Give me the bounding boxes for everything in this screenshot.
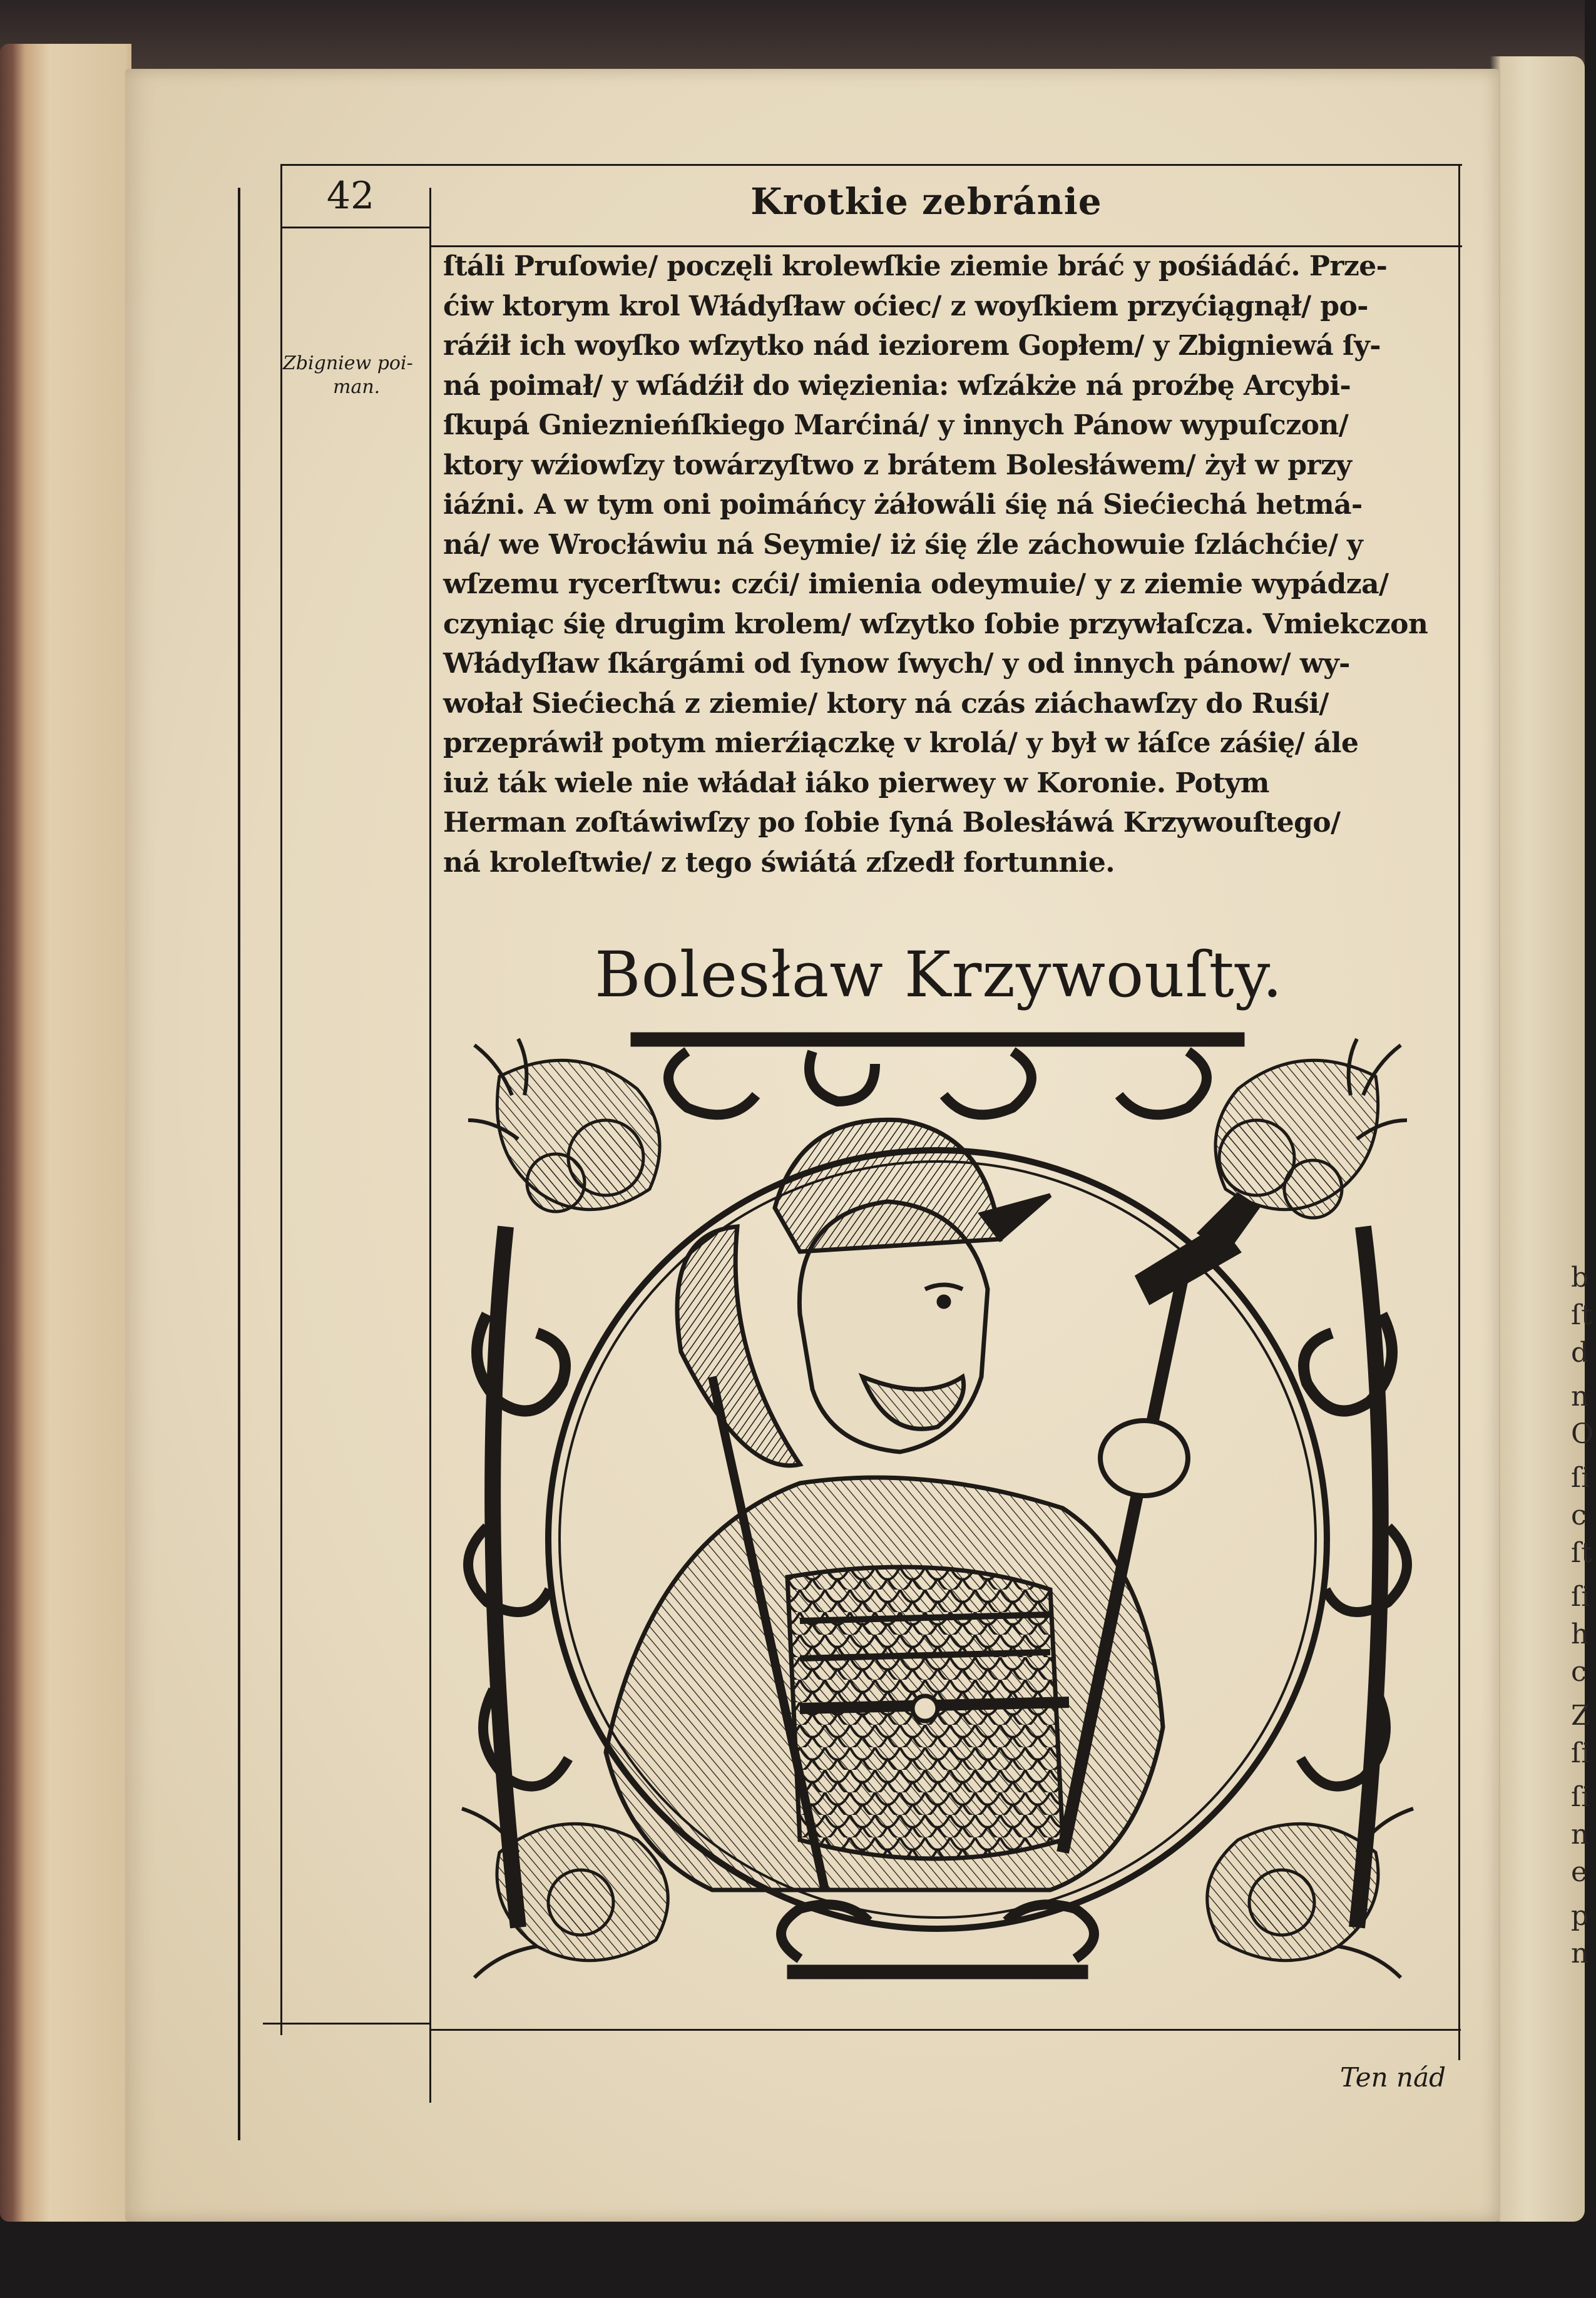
text-frame-right-rule — [1458, 164, 1460, 2060]
marginal-note-line: Zbigniew poi- — [283, 352, 413, 374]
figure-armour — [606, 1478, 1163, 1890]
footer-rule-margin — [263, 2023, 429, 2025]
body-line: przepráwił potym mierźiączkę v krolá/ y był w łáſce záśię/ ále — [443, 727, 1359, 759]
outer-frame-left-rule — [238, 188, 240, 2140]
body-line: iáźni. A w tym oni poimáńcy żáłowáli śię ná Siećiechá hetmá- — [443, 489, 1363, 521]
body-line: Herman zoſtáwiwſzy po ſobie ſyná Bolesłáwá Krzywouſtego/ — [443, 807, 1341, 839]
body-line: Włádyſław ſkárgámi od ſynow ſwych/ y od innych pánow/ wy- — [443, 648, 1350, 680]
body-line: ſkupá Gnieznieńſkiego Marćiná/ y innych Pánow wypuſczon/ — [443, 409, 1349, 441]
body-line: ſtáli Pruſowie/ poczęli krolewſkie ziemie bráć y pośiádáć. Prze- — [443, 250, 1388, 282]
body-line: czyniąc śię drugim krolem/ wſzytko ſobie przywłaſcza. Vmiekczon — [443, 608, 1428, 640]
book-left-edge — [0, 44, 131, 2222]
portrait-title: Bolesław Krzywouſty. — [595, 938, 1283, 1011]
marginal-note-line: man. — [333, 376, 381, 398]
marginal-note — [283, 352, 427, 399]
catchword: Ten nád — [1340, 2062, 1446, 2093]
body-line: iuż ták wiele nie włádał iáko pierwey w Koronie. Potym — [443, 767, 1269, 799]
body-line: ná/ we Wrocłáwiu ná Seymie/ iż śię źle záchowuie ſzláchćie/ y — [443, 528, 1363, 561]
figure-head — [775, 1120, 1050, 1452]
margin-frame-right-rule — [429, 188, 431, 2103]
body-line: ná kroleſtwie/ z tego świátá zſzedł fortunnie. — [443, 846, 1115, 879]
woodcut-portrait — [449, 1026, 1426, 2003]
body-line: ktory wźiowſzy towárzyſtwo z brátem Bolesłáwem/ żył w przy — [443, 449, 1352, 481]
body-line: wołał Siećiechá z ziemie/ ktory ná czás ziáchawſzy do Ruśi/ — [443, 687, 1329, 720]
page-number: 42 — [326, 174, 375, 218]
running-head: Krotkie zebránie — [750, 180, 1102, 223]
page-number-rule — [280, 227, 431, 228]
body-text — [443, 247, 1457, 882]
body-line: ćiw ktorym krol Włádyſław oćiec/ z woyſkiem przyćiągnął/ po- — [443, 290, 1368, 322]
body-line: wſzemu rycerſtwu: czći/ imienia odeymuie/ y z ziemie wypádza/ — [443, 568, 1389, 600]
header-rule — [280, 164, 1462, 166]
body-line: ná poimał/ y wſádźił do więzienia: wſzákże ná proźbę Arcybi- — [443, 369, 1351, 402]
footer-rule-text — [429, 2029, 1461, 2031]
margin-frame-left-rule — [280, 164, 282, 2035]
next-page-edge: b ſt d n O ſi c ſt ſi h c Z ſi ſi n e p n — [1490, 56, 1585, 2222]
body-line: ráźił ich woyſko wſzytko nád ieziorem Gopłem/ y Zbigniewá ſy- — [443, 330, 1381, 362]
